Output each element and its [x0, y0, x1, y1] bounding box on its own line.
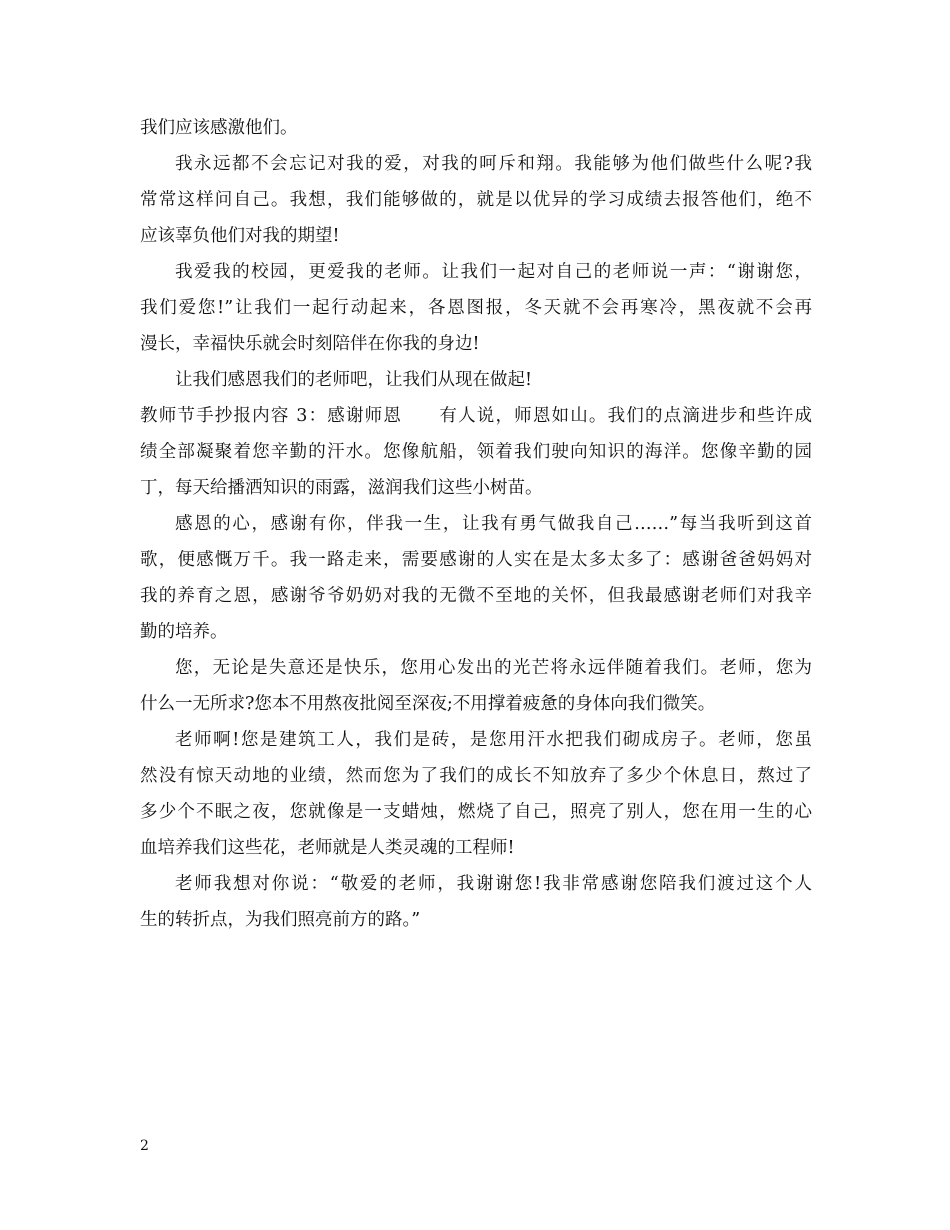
text-line: 让我们感恩我们的老师吧，让我们从现在做起! [175, 370, 533, 390]
text-line: 我们应该感激他们。 [140, 118, 298, 138]
text-line: 应该辜负他们对我的期望! [140, 226, 340, 246]
text-line: 您，无论是失意还是快乐，您用心发出的光芒将永远伴随着我们。老师，您为 [175, 658, 812, 678]
text-line: 老师啊!您是建筑工人，我们是砖，是您用汗水把我们砌成房子。老师，您虽 [175, 730, 812, 750]
text-line: 什么一无所求?您本不用熬夜批阅至深夜;不用撑着疲惫的身体向我们微笑。 [140, 694, 716, 714]
document-body [140, 110, 812, 938]
text-line: 歌，便感慨万千。我一路走来，需要感谢的人实在是太多太多了：感谢爸爸妈妈对 [140, 550, 812, 570]
text-line: 然没有惊天动地的业绩，然而您为了我们的成长不知放弃了多少个休息日，熬过了 [140, 766, 812, 786]
text-line: 教师节手抄报内容 3：感谢师恩 有人说，师恩如山。我们的点滴进步和些许成 [140, 406, 812, 426]
text-line: 我们爱您!”让我们一起行动起来，各恩图报，冬天就不会再寒冷，黑夜就不会再 [140, 298, 812, 318]
text-line: 多少个不眠之夜，您就像是一支蜡烛，燃烧了自己，照亮了别人，您在用一生的心 [140, 802, 812, 822]
text-line: 勤的培养。 [140, 622, 228, 642]
text-line: 绩全部凝聚着您辛勤的汗水。您像航船，领着我们驶向知识的海洋。您像辛勤的园 [140, 442, 812, 462]
text-line: 感恩的心，感谢有你，伴我一生，让我有勇气做我自己……”每当我听到这首 [175, 514, 812, 534]
text-line: 生的转折点，为我们照亮前方的路。” [140, 910, 421, 930]
text-line: 老师我想对你说：“敬爱的老师，我谢谢您!我非常感谢您陪我们渡过这个人 [175, 874, 812, 894]
text-line: 漫长，幸福快乐就会时刻陪伴在你我的身边! [140, 334, 480, 354]
text-line: 我的养育之恩，感谢爷爷奶奶对我的无微不至地的关怀，但我最感谢老师们对我辛 [140, 586, 812, 606]
text-line: 我爱我的校园，更爱我的老师。让我们一起对自己的老师说一声：“谢谢您， [175, 262, 812, 282]
text-line: 我永远都不会忘记对我的爱，对我的呵斥和翔。我能够为他们做些什么呢?我 [175, 154, 812, 174]
text-line: 常常这样问自己。我想，我们能够做的，就是以优异的学习成绩去报答他们，绝不 [140, 190, 812, 210]
text-line: 丁，每天给播洒知识的雨露，滋润我们这些小树苗。 [140, 478, 543, 498]
page-number: 2 [140, 1138, 149, 1154]
text-line: 血培养我们这些花，老师就是人类灵魂的工程师! [140, 838, 515, 858]
